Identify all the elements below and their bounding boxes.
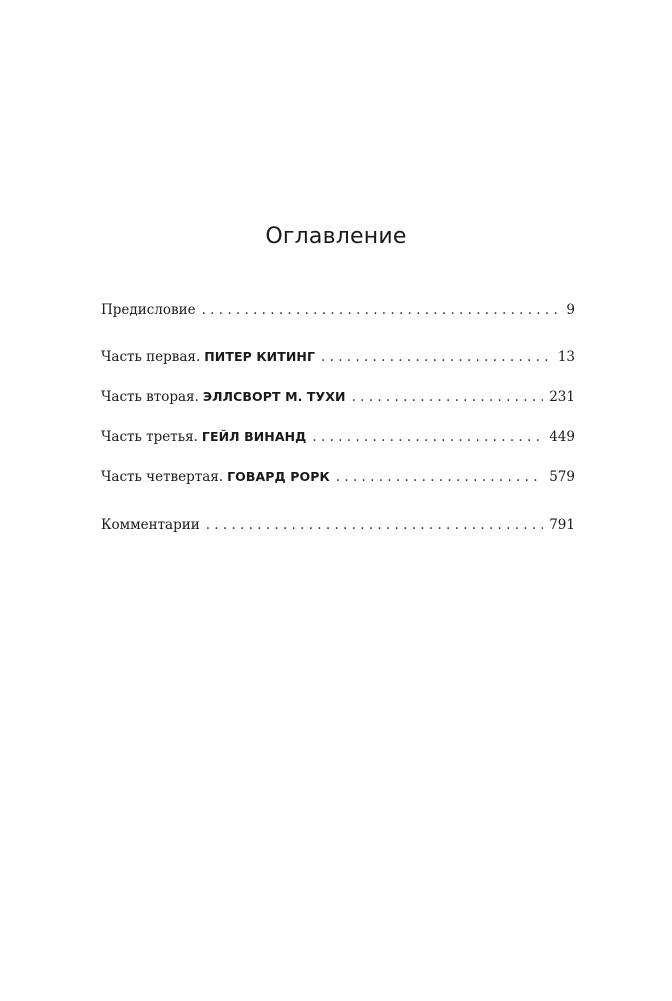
toc-entry-part-2[interactable] <box>101 387 575 407</box>
toc-entry-part-1[interactable] <box>101 347 575 367</box>
toc-part-name: ПИТЕР КИТИНГ <box>204 349 316 364</box>
toc-part-label: Предисловие <box>101 302 196 318</box>
toc-entry-preface[interactable] <box>101 300 575 320</box>
toc-entry-label <box>101 387 346 407</box>
toc-page-number: 13 <box>557 349 575 365</box>
toc-page-number: 9 <box>566 302 575 318</box>
dot-leader <box>336 467 543 487</box>
toc-entry-part-3[interactable] <box>101 427 575 447</box>
toc-part-label: Часть третья. <box>101 429 198 445</box>
toc-part-name: ГОВАРД РОРК <box>227 469 330 484</box>
dot-leader <box>352 387 544 407</box>
page-title: Оглавление <box>265 224 407 249</box>
toc-entry-label <box>101 300 196 320</box>
dot-leader <box>321 347 552 367</box>
toc-entry-label <box>101 515 200 535</box>
toc-part-name: ЭЛЛСВОРТ М. ТУХИ <box>202 389 346 404</box>
dot-leader <box>312 427 543 447</box>
toc-entry-part-4[interactable] <box>101 467 575 487</box>
dot-leader <box>202 300 561 320</box>
toc-entry-label <box>101 427 306 447</box>
toc-part-label: Часть первая. <box>101 349 201 365</box>
toc-page-number: 791 <box>549 517 575 533</box>
dot-leader <box>206 515 544 535</box>
toc-part-label: Часть вторая. <box>101 389 199 405</box>
toc-page-number: 449 <box>549 429 575 445</box>
toc-page-number: 231 <box>549 389 575 405</box>
toc-page-number: 579 <box>549 469 575 485</box>
toc-entry-comments[interactable] <box>101 515 575 535</box>
toc-entry-label <box>101 347 315 367</box>
toc-part-label: Часть четвертая. <box>101 469 224 485</box>
toc-entry-label <box>101 467 330 487</box>
toc-part-label: Комментарии <box>101 517 200 533</box>
toc-part-name: ГЕЙЛ ВИНАНД <box>201 429 307 444</box>
